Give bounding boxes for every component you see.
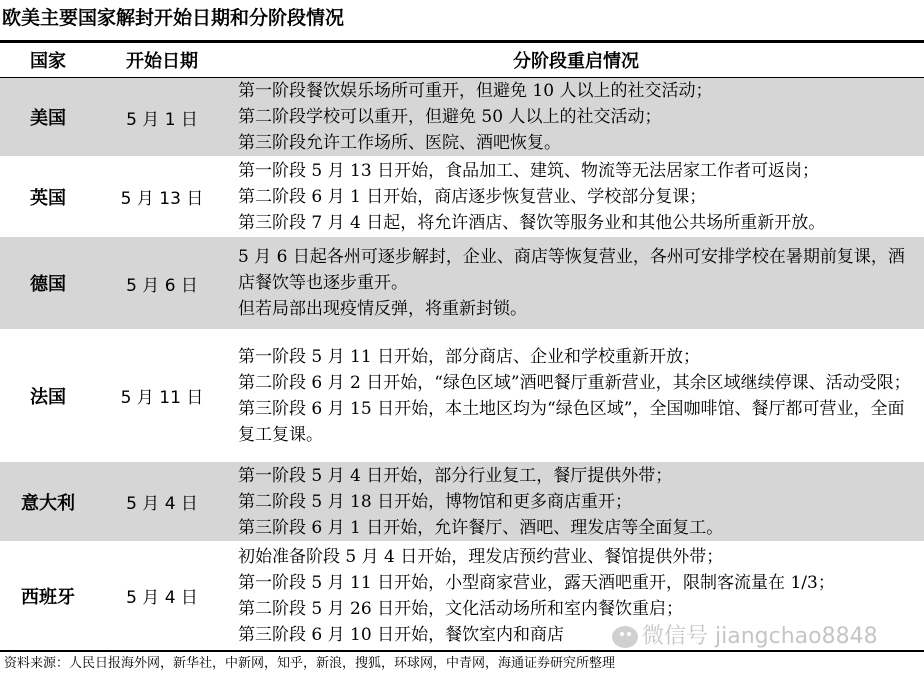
phase-line: 第三阶段 7 月 4 日起，将允许酒店、餐饮等服务业和其他公共场所重新开放。: [238, 212, 826, 233]
phase-line: 第三阶段 6 月 1 日开始，允许餐厅、酒吧、理发店等全面复工。: [238, 517, 724, 538]
phase-line: 第三阶段 6 月 15 日开始，本土地区均为“绿色区域”，全国咖啡馆、餐厅都可营业，全面复工复课。: [238, 398, 905, 445]
watermark-text: 微信号 jiangchao8848: [642, 624, 878, 649]
phases-cell: [228, 157, 924, 237]
table-row-italy: [0, 462, 924, 542]
phases-cell: [228, 330, 924, 462]
header-country: 国家: [0, 43, 96, 78]
wechat-icon: [612, 626, 638, 648]
header-start-date: 开始日期: [96, 43, 228, 78]
country-cell: 英国: [0, 157, 96, 237]
phase-line: 第二阶段学校可以重开，但避免 50 人以上的社交活动；: [238, 107, 662, 127]
phase-line: 初始准备阶段 5 月 4 日开始，理发店预约营业、餐馆提供外带；: [238, 546, 724, 567]
table-row-uk: [0, 157, 924, 237]
date-cell: 5 月 6 日: [96, 237, 228, 330]
phase-line: 第二阶段 6 月 1 日开始，商店逐步恢复营业、学校部分复课；: [238, 186, 707, 207]
page-title: 欧美主要国家解封开始日期和分阶段情况: [2, 7, 345, 29]
date-cell: 5 月 11 日: [96, 330, 228, 462]
phase-line: 第三阶段允许工作场所、医院、酒吧恢复。: [238, 133, 561, 153]
phase-line: 第二阶段 5 月 18 日开始，博物馆和更多商店重开；: [238, 491, 633, 512]
phase-line: 第一阶段 5 月 4 日开始，部分行业复工，餐厅提供外带；: [238, 465, 673, 486]
table-row-usa: [0, 78, 924, 157]
phases-cell: [228, 78, 924, 157]
date-cell: 5 月 4 日: [96, 462, 228, 542]
header-phases: 分阶段重启情况: [228, 43, 924, 78]
watermark: [612, 622, 878, 652]
country-cell: 西班牙: [0, 542, 96, 650]
table-row-germany: [0, 237, 924, 330]
country-cell: 德国: [0, 237, 96, 330]
country-cell: 法国: [0, 330, 96, 462]
phase-line: 5 月 6 日起各州可逐步解封，企业、商店等恢复营业，各州可安排学校在暑期前复课，酒店餐饮等也逐步重开。: [238, 247, 905, 293]
source-note: 资料来源：人民日报海外网，新华社，中新网，知乎，新浪，搜狐，环球网，中青网，海通证券研究所整理: [0, 650, 924, 678]
phase-line: 但若局部出现疫情反弹，将重新封锁。: [238, 299, 527, 319]
phase-line: 第三阶段 6 月 10 日开始，餐饮室内和商店: [238, 624, 565, 645]
phase-line: 第二阶段 5 月 26 日开始，文化活动场所和室内餐饮重启；: [238, 598, 684, 619]
table-header-row: [0, 43, 924, 78]
reopening-table: [0, 43, 924, 650]
date-cell: 5 月 1 日: [96, 78, 228, 157]
phase-line: 第一阶段 5 月 11 日开始，小型商家营业，露天酒吧重开，限制客流量在 1/3；: [238, 572, 835, 593]
date-cell: 5 月 13 日: [96, 157, 228, 237]
phases-cell: [228, 462, 924, 542]
table-row-france: [0, 330, 924, 462]
country-cell: 意大利: [0, 462, 96, 542]
phases-cell: [228, 237, 924, 330]
phase-line: 第一阶段 5 月 11 日开始，部分商店、企业和学校重新开放；: [238, 346, 701, 367]
phase-line: 第一阶段 5 月 13 日开始，食品加工、建筑、物流等无法居家工作者可返岗；: [238, 160, 820, 181]
phase-line: 第一阶段餐饮娱乐场所可重开，但避免 10 人以上的社交活动；: [238, 81, 713, 101]
country-cell: 美国: [0, 78, 96, 157]
date-cell: 5 月 4 日: [96, 542, 228, 650]
phase-line: 第二阶段 6 月 2 日开始，“绿色区域”酒吧餐厅重新营业，其余区域继续停课、活动受限；: [238, 372, 911, 393]
